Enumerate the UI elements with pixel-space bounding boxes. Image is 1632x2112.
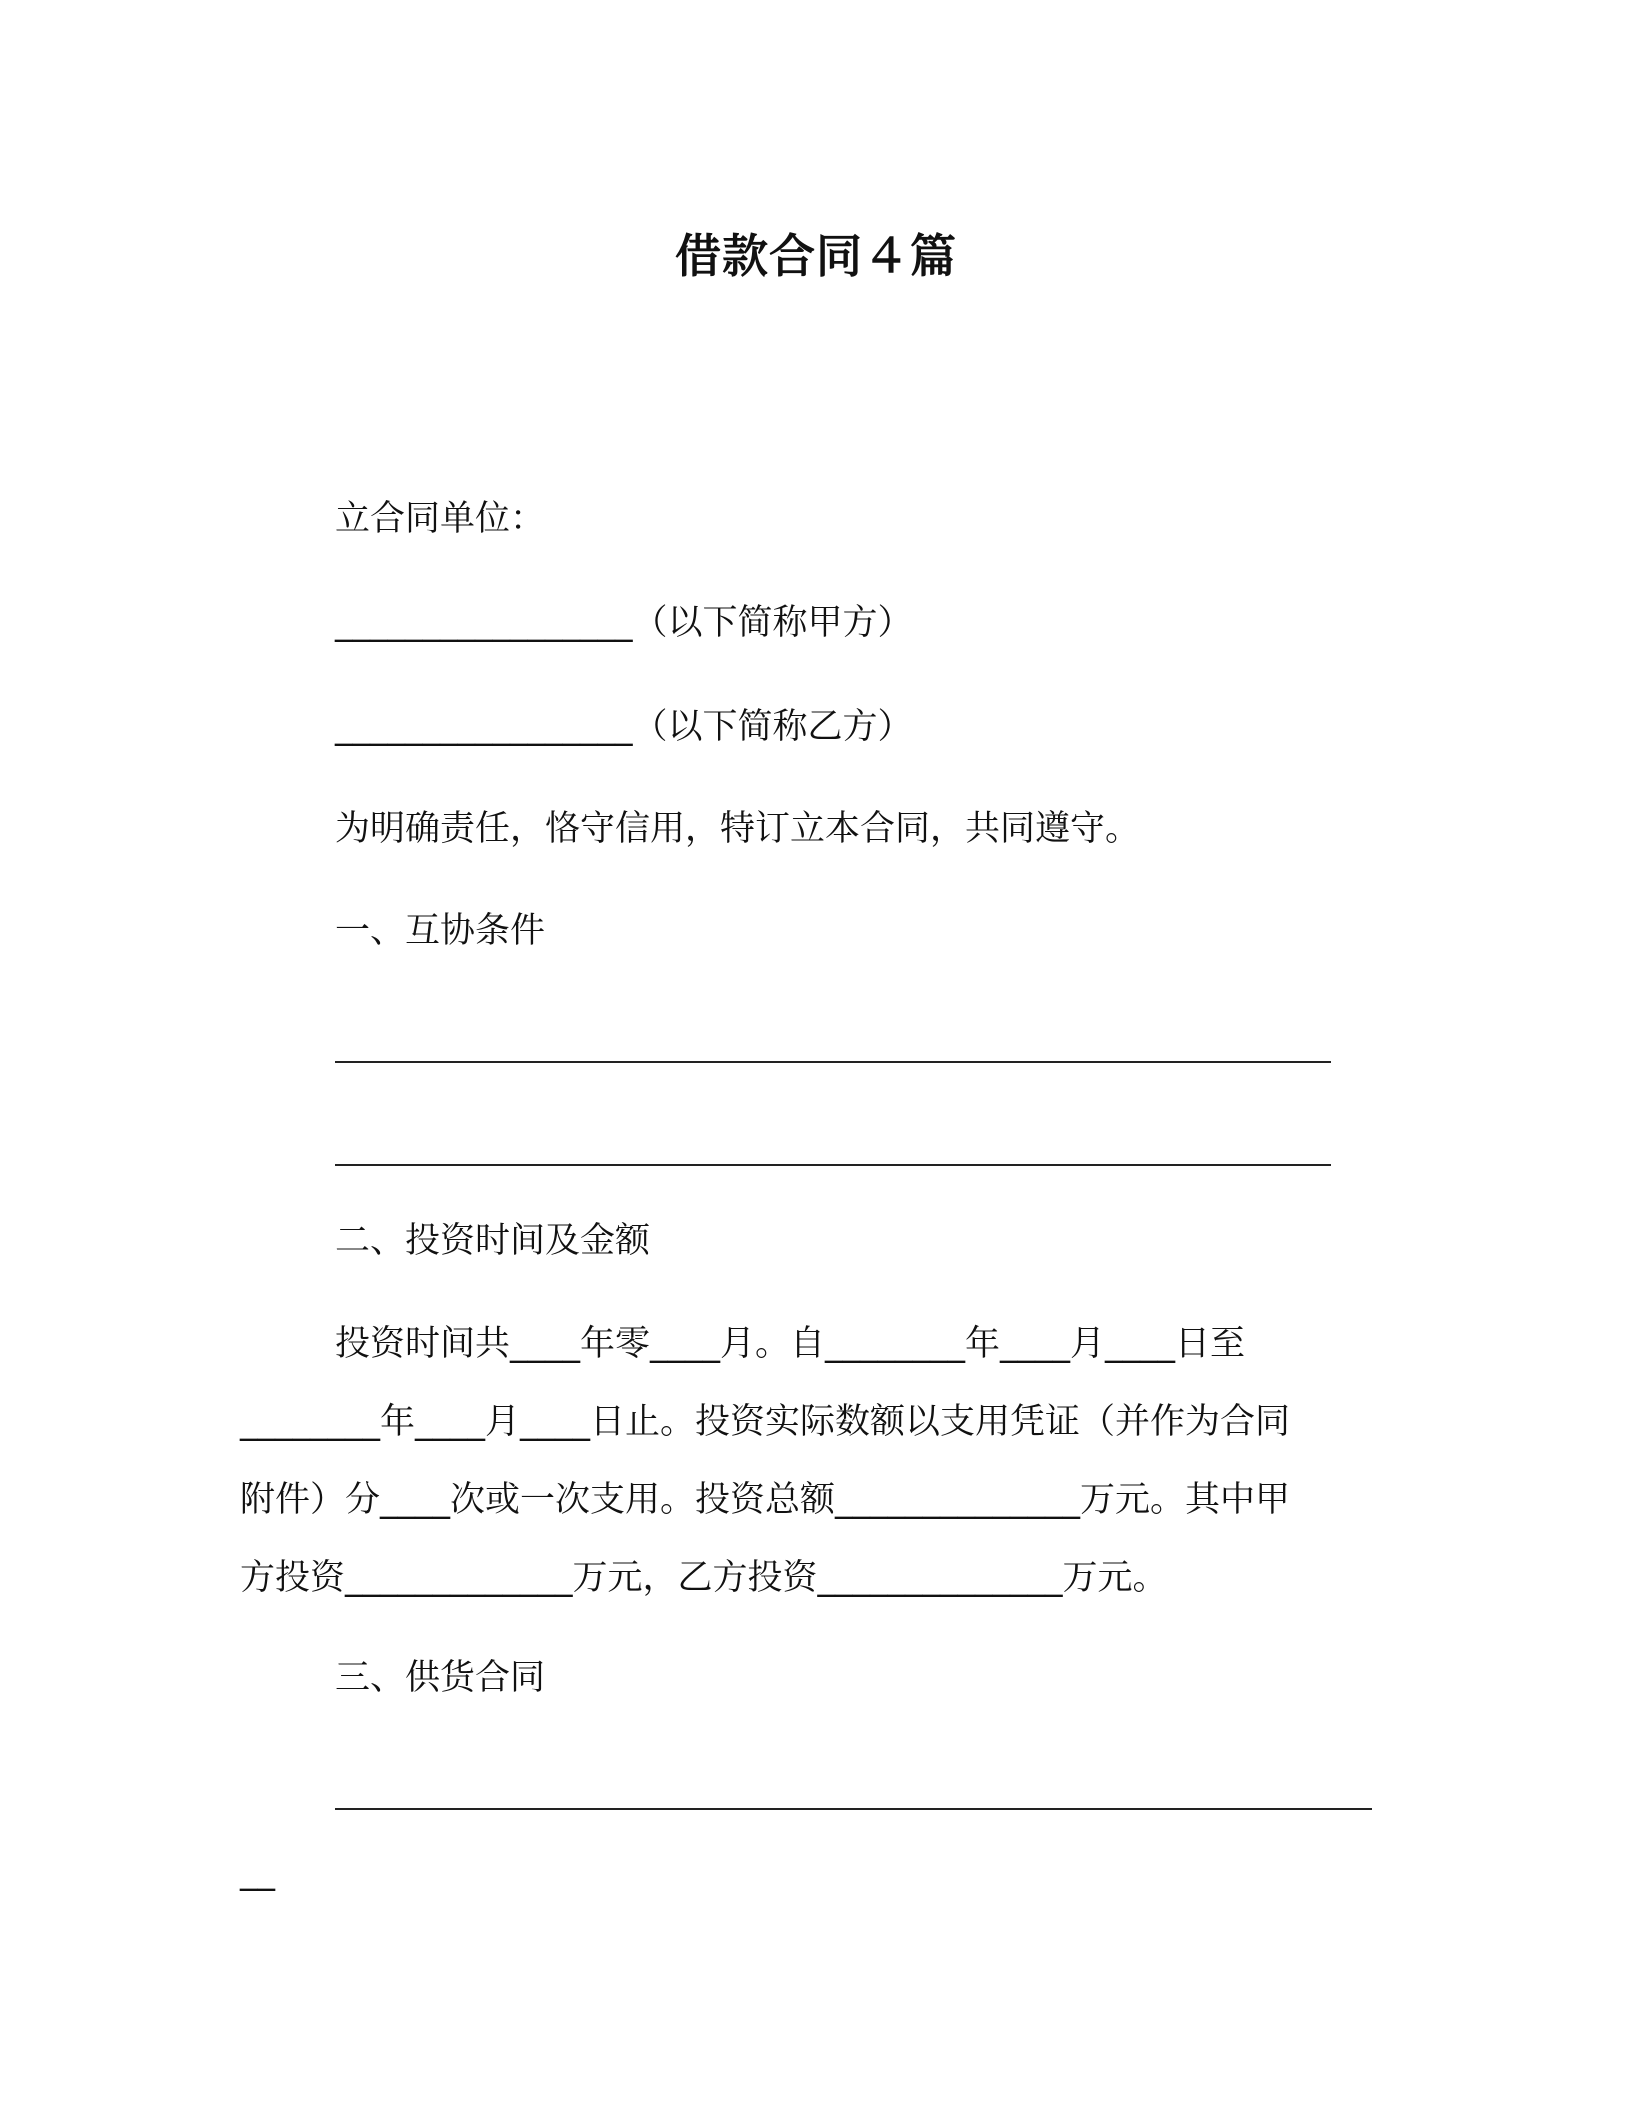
section-2-line-3: 附件）分____次或一次支用。投资总额______________万元。其中甲 [240, 1480, 1291, 1520]
section-3-blank-line [335, 1808, 1372, 1810]
section-2-line-1: 投资时间共____年零____月。自________年____月____日至 [335, 1324, 1246, 1364]
section-1-heading: 一、互协条件 [335, 911, 546, 951]
section-3-heading: 三、供货合同 [335, 1658, 546, 1698]
parties-label: 立合同单位： [335, 499, 546, 539]
section-3-trailing-blank: __ [240, 1852, 275, 1892]
section-1-blank-line-1 [335, 1061, 1331, 1063]
party-b-line: _________________（以下简称乙方） [335, 707, 913, 747]
section-2-line-2: ________年____月____日止。投资实际数额以支用凭证（并作为合同 [240, 1402, 1291, 1442]
section-2-line-4: 方投资_____________万元，乙方投资______________万元。 [240, 1558, 1168, 1598]
section-1-blank-line-2 [335, 1164, 1331, 1166]
section-2-heading: 二、投资时间及金额 [335, 1221, 651, 1261]
party-a-line: _________________（以下简称甲方） [335, 603, 913, 643]
section-2-paragraph [240, 1305, 1380, 1617]
document-title: 借款合同４篇 [675, 229, 957, 283]
preamble-text: 为明确责任，恪守信用，特订立本合同，共同遵守。 [335, 809, 1141, 849]
